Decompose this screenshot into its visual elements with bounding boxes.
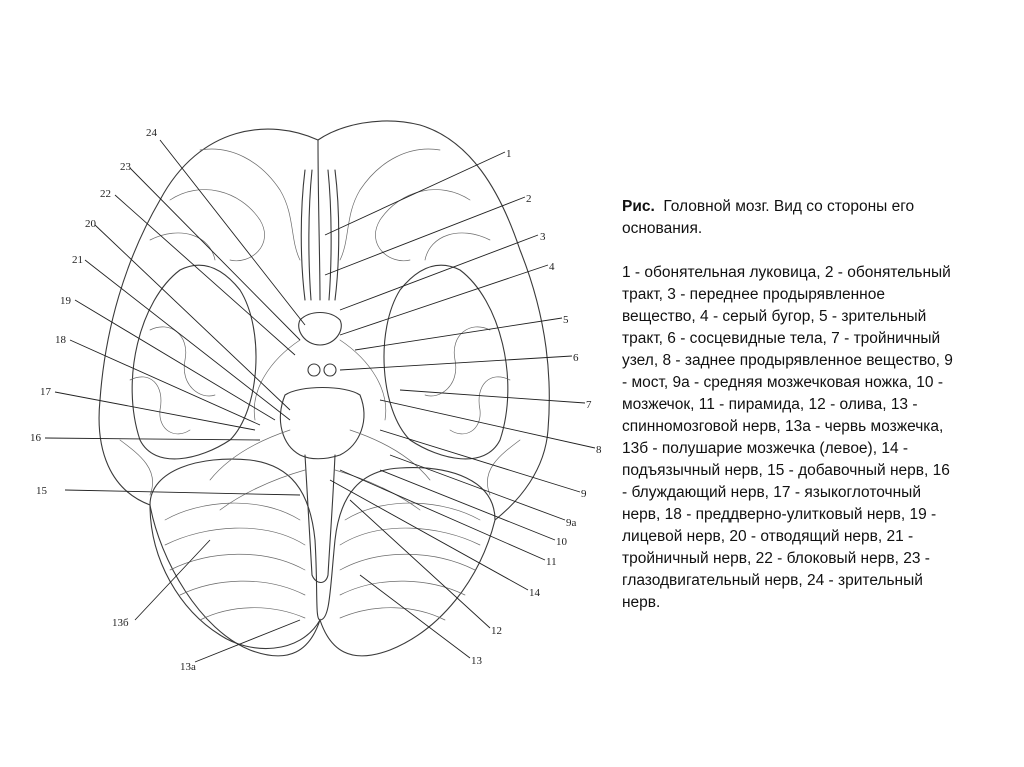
label-3: 3 [540,231,546,243]
optic-chiasm [299,313,342,346]
label-24: 24 [146,127,157,139]
figure-legend: 1 - обонятельная луковица, 2 - обонятельный тракт, 3 - переднее продырявленное вещество, 4 - серый бугор, 5 - зрительный тракт, 6 - сосцевидные тела, 7 - тройничный узел, 8 - заднее продырявленное вещество, 9 - мост, 9а - средняя мозжечковая ножка, 10 - мозжечок, 11 - пирамида, 12 - олива, 13 - спинномозговой нерв, 13а - червь мозжечка, 13б - полушарие мозжечка (левое), 14 - подъязычный нерв, 15 - добавочный нерв, 16 - блуждающий нерв, 17 - языкоглоточный нерв, 18 - преддверно-улитковый нерв, 19 - лицевой нерв, 20 - отводящий нерв, 21 - тройничный нерв, 22 - блоковый нерв, 23 - глазодвигательный нерв, 24 - зрительный нерв. [622,264,953,611]
label-15: 15 [36,485,47,497]
label-8: 8 [596,444,602,456]
temporal-lobe-right [384,265,508,459]
figure-caption [622,196,954,614]
cerebellar-folia [165,503,480,620]
longitudinal-fissure [318,140,320,300]
label-22: 22 [100,188,111,200]
olfactory-tract-left [301,170,312,300]
label-16: 16 [30,432,41,444]
label-2: 2 [526,193,532,205]
olfactory-tract-right [328,170,339,300]
label-18: 18 [55,334,66,346]
label-9a: 9а [566,517,577,529]
label-5: 5 [563,314,569,326]
cerebellum-left [150,459,320,648]
mammillary-body-right [324,364,336,376]
label-13: 13 [471,655,482,667]
label-7: 7 [586,399,592,411]
label-leaders [45,140,595,662]
label-4: 4 [549,261,555,273]
figure-prefix: Рис. [622,198,655,215]
mammillary-body-left [308,364,320,376]
label-6: 6 [573,352,579,364]
medulla [305,455,335,583]
label-9: 9 [581,488,587,500]
label-19: 19 [60,295,71,307]
caption-title [622,196,954,240]
pons [280,388,364,459]
label-20: 20 [85,218,96,230]
figure-title: Головной мозг. Вид со стороны его основания. [622,198,915,237]
temporal-lobe-left [132,265,256,459]
cerebral-gyri [120,149,520,495]
label-17: 17 [40,386,51,398]
label-10: 10 [556,536,567,548]
number-labels [30,127,602,673]
label-11: 11 [546,556,557,568]
label-13a: 13а [180,661,196,673]
label-21: 21 [72,254,83,266]
label-1: 1 [506,148,512,160]
label-14: 14 [529,587,540,599]
label-12: 12 [491,625,502,637]
label-13b: 13б [112,617,129,629]
label-23: 23 [120,161,131,173]
cerebellum-right [320,468,495,620]
